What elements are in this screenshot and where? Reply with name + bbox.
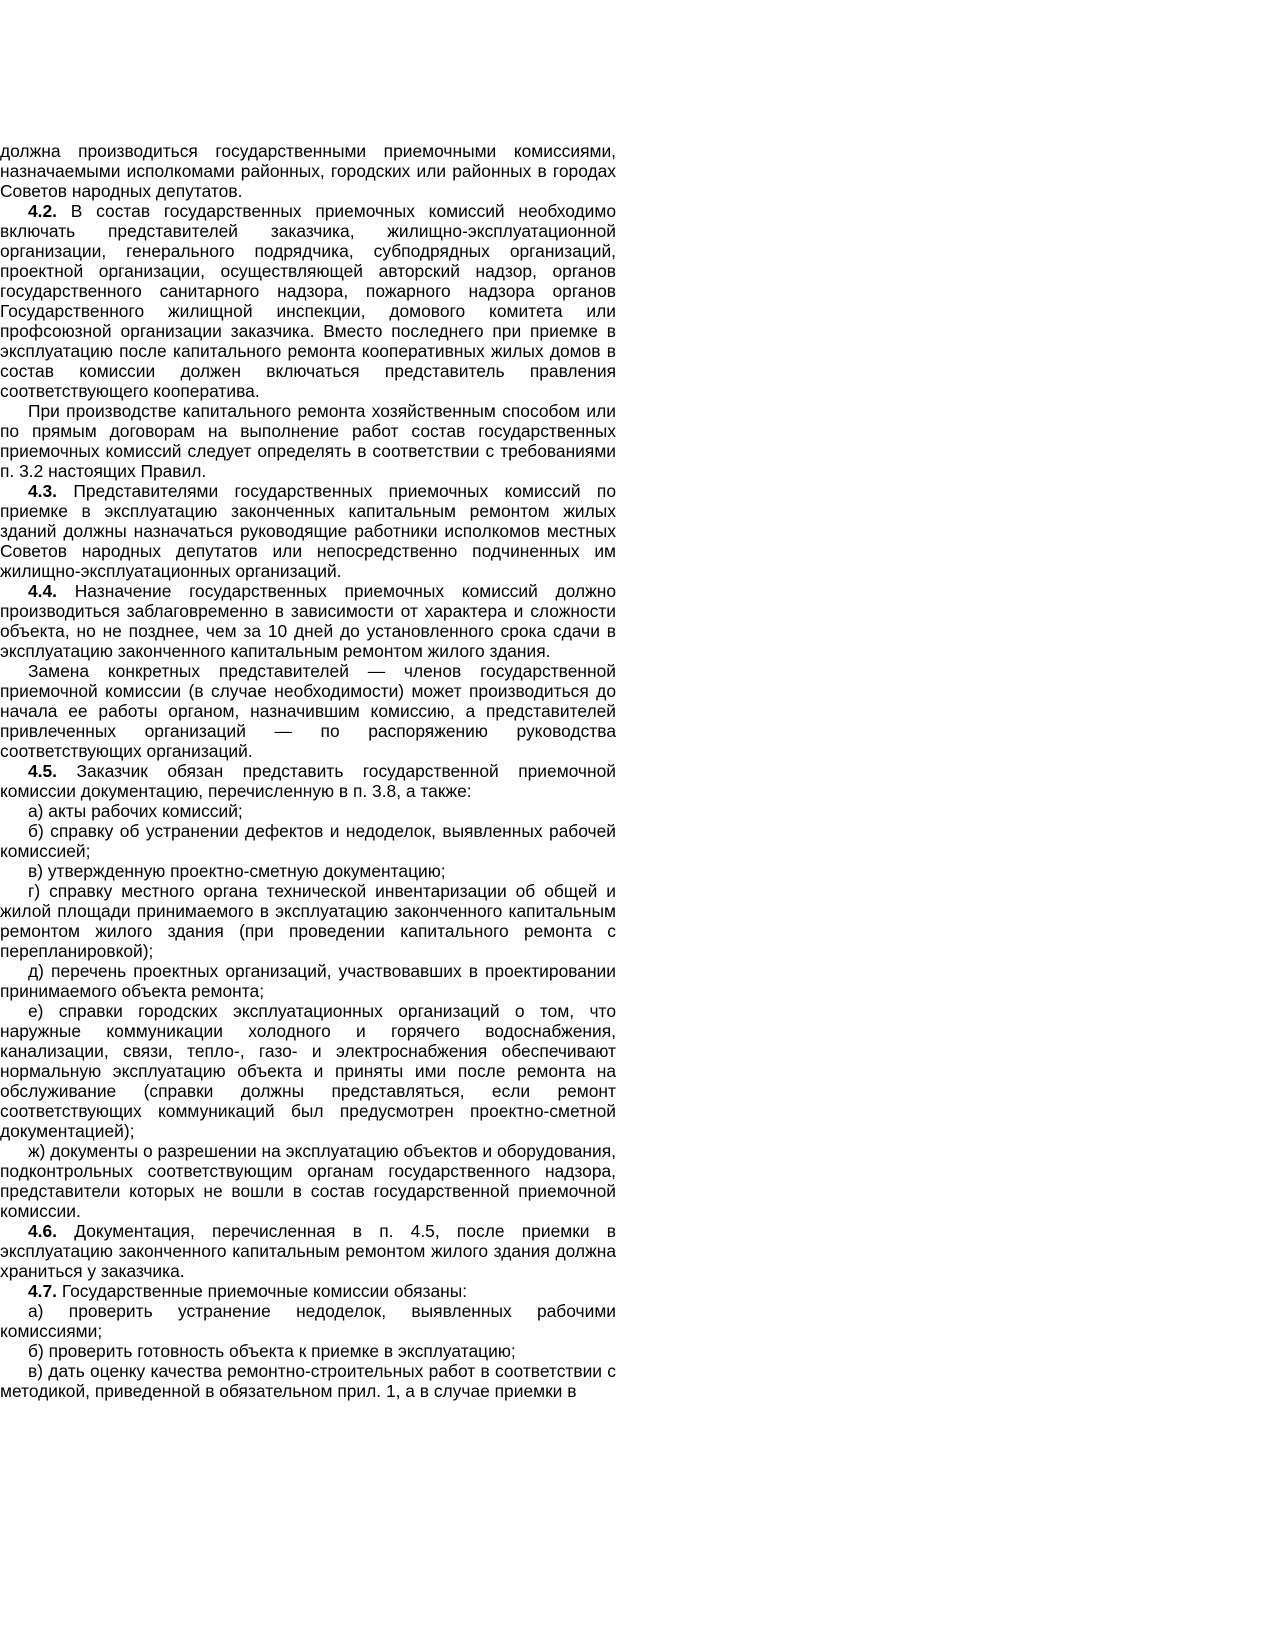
paragraph-4-7 (0, 1281, 616, 1301)
list-item-text: а) проверить устранение недоделок, выявленных рабочими комиссиями; (0, 1301, 616, 1341)
paragraph-4-5 (0, 761, 616, 801)
paragraph-text: Представителями государственных приемочных комиссий по приемке в эксплуатацию законченных капитальным ремонтом жилых зданий должны назначаться руководящие работники исполкомов местных Советов народных депутатов или непосредственно подчиненных им жилищно-эксплуатационных организаций. (0, 481, 616, 581)
paragraph (0, 401, 616, 481)
list-item (0, 821, 616, 861)
clause-number: 4.5. (28, 761, 58, 781)
list-item (0, 1001, 616, 1141)
clause-number: 4.3. (28, 481, 58, 501)
list-item-text: г) справку местного органа технической инвентаризации об общей и жилой площади принимаемого в эксплуатацию законченного капитальным ремонтом жилого здания (при проведении капитального ремонта с перепланировкой); (0, 881, 616, 961)
list-item-text: б) проверить готовность объекта к приемке в эксплуатацию; (28, 1341, 516, 1361)
clause-number: 4.6. (28, 1221, 58, 1241)
paragraph-text: Назначение государственных приемочных комиссий должно производиться заблаговременно в зависимости от характера и сложности объекта, но не позднее, чем за 10 дней до установленного срока сдачи в эксплуатацию законченного капитальным ремонтом жилого здания. (0, 581, 616, 661)
paragraph-4-6 (0, 1221, 616, 1281)
list-item-text: е) справки городских эксплуатационных организаций о том, что наружные коммуникации холодного и горячего водоснабжения, канализации, связи, тепло-, газо- и электроснабжения обеспечивают нормальную эксплуатацию объекта и приняты ими после ремонта на обслуживание (справки должны представляться, если ремонт соответствующих коммуникаций был предусмотрен проектно-сметной документацией); (0, 1001, 616, 1141)
paragraph-text: должна производиться государственными приемочными комиссиями, назначаемыми исполкомами районных, городских или районных в городах Советов народных депутатов. (0, 141, 616, 201)
list-item-text: в) дать оценку качества ремонтно-строительных работ в соответствии с методикой, приведенной в обязательном прил. 1, а в случае приемки в (0, 1361, 616, 1401)
paragraph (0, 141, 616, 201)
list-item-text: в) утвержденную проектно-сметную документацию; (28, 861, 446, 881)
document-body (0, 141, 616, 1401)
list-item-text: д) перечень проектных организаций, участвовавших в проектировании принимаемого объекта ремонта; (0, 961, 616, 1001)
list-item (0, 861, 616, 881)
list-item (0, 1341, 616, 1361)
list-item (0, 881, 616, 961)
clause-number: 4.2. (28, 201, 58, 221)
list-item-text: а) акты рабочих комиссий; (28, 801, 243, 821)
paragraph-4-4 (0, 581, 616, 661)
clause-number: 4.7. (28, 1281, 58, 1301)
list-item (0, 1301, 616, 1341)
paragraph-4-2 (0, 201, 616, 401)
list-item (0, 961, 616, 1001)
paragraph-4-3 (0, 481, 616, 581)
list-item-text: б) справку об устранении дефектов и недоделок, выявленных рабочей комиссией; (0, 821, 616, 861)
paragraph-text: В состав государственных приемочных комиссий необходимо включать представителей заказчика, жилищно-эксплуатационной организации, генерального подрядчика, субподрядных организаций, проектной организации, осуществляющей авторский надзор, органов государственного санитарного надзора, пожарного надзора органов Государственного жилищной инспекции, домового комитета или профсоюзной организации заказчика. Вместо последнего при приемке в эксплуатацию после капитального ремонта кооперативных жилых домов в состав комиссии должен включаться представитель правления соответствующего кооператива. (0, 201, 616, 401)
paragraph-text: При производстве капитального ремонта хозяйственным способом или по прямым договорам на выполнение работ состав государственных приемочных комиссий следует определять в соответствии с требованиями п. 3.2 настоящих Правил. (0, 401, 616, 481)
list-item (0, 801, 616, 821)
paragraph (0, 661, 616, 761)
paragraph-text: Заказчик обязан представить государственной приемочной комиссии документацию, перечисленную в п. 3.8, а также: (0, 761, 616, 801)
clause-number: 4.4. (28, 581, 58, 601)
paragraph-text: Замена конкретных представителей — членов государственной приемочной комиссии (в случае необходимости) может производиться до начала ее работы органом, назначившим комиссию, а представителей привлеченных организаций — по распоряжению руководства соответствующих организаций. (0, 661, 616, 761)
paragraph-text: Документация, перечисленная в п. 4.5, после приемки в эксплуатацию законченного капитальным ремонтом жилого здания должна храниться у заказчика. (0, 1221, 616, 1281)
paragraph-text: Государственные приемочные комиссии обязаны: (57, 1281, 468, 1301)
list-item (0, 1141, 616, 1221)
list-item (0, 1361, 616, 1401)
list-item-text: ж) документы о разрешении на эксплуатацию объектов и оборудования, подконтрольных соответствующим органам государственного надзора, представители которых не вошли в состав государственной приемочной комиссии. (0, 1141, 616, 1221)
